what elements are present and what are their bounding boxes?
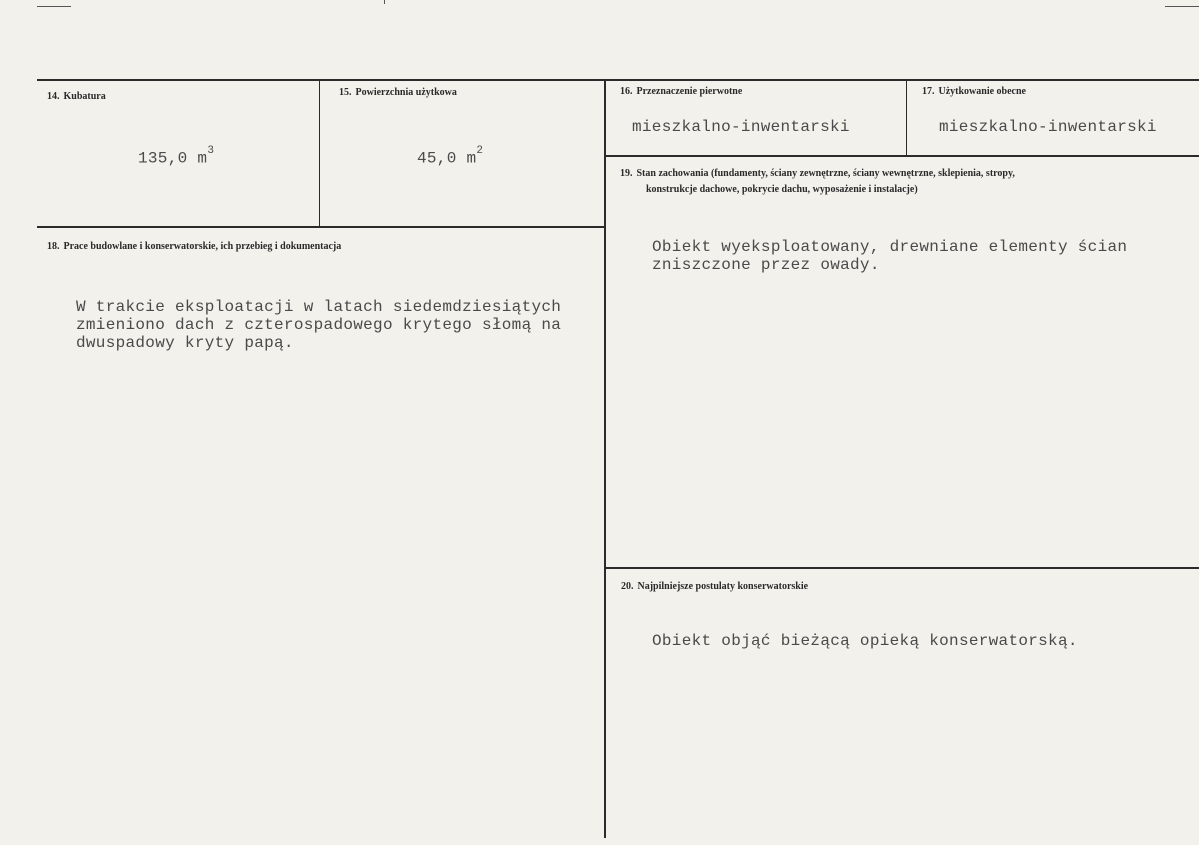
field-16-number: 16. xyxy=(620,86,633,97)
field-14-title: Kubatura xyxy=(63,91,106,102)
field-14-value-text: 135,0 m xyxy=(138,149,208,168)
field-14-label xyxy=(47,89,106,104)
field-20-title: Najpilniejsze postulaty konserwatorskie xyxy=(637,581,809,592)
field-20-label xyxy=(621,579,808,594)
field-16-title: Przeznaczenie pierwotne xyxy=(636,86,743,97)
field-15-label xyxy=(339,85,457,100)
field-18-line-1: W trakcie eksploatacji w latach siedemdziesiątych xyxy=(76,298,562,316)
field-19-label-line-2: konstrukcje dachowe, pokrycie dachu, wyposażenie i instalacje) xyxy=(646,184,918,195)
field-20-number: 20. xyxy=(621,581,634,592)
field-17-title: Użytkowanie obecne xyxy=(938,86,1026,97)
field-15-title: Powierzchnia użytkowa xyxy=(355,87,457,98)
top-border-line xyxy=(37,79,1199,81)
field-19-title: Stan zachowania (fundamenty, ściany zewnętrzne, ściany wewnętrzne, sklepienia, stropy, xyxy=(636,168,1015,179)
field-19-line-2: zniszczone przez owady. xyxy=(652,256,880,274)
field-16-label xyxy=(620,84,742,99)
field-15-value-text: 45,0 m xyxy=(417,149,477,168)
field-18-line-3: dwuspadowy kryty papą. xyxy=(76,334,294,352)
field-15-value-exponent: 2 xyxy=(476,145,484,157)
field-18-number: 18. xyxy=(47,241,60,252)
field-17-label xyxy=(922,84,1026,99)
field-18-line-2: zmieniono dach z czterospadowego krytego słomą na xyxy=(76,316,562,334)
field-18-label xyxy=(47,239,341,254)
row1-bottom-line-left xyxy=(37,226,606,228)
field-19-line-1: Obiekt wyeksploatowany, drewniane elementy ścian xyxy=(652,238,1128,256)
center-divider xyxy=(604,80,606,838)
field-14-value-exponent: 3 xyxy=(207,145,215,157)
field-15-number: 15. xyxy=(339,87,352,98)
field-17-value: mieszkalno-inwentarski xyxy=(939,118,1157,136)
field-15-value xyxy=(417,145,483,167)
field-16-value: mieszkalno-inwentarski xyxy=(632,118,850,136)
row1-bottom-line-right xyxy=(606,155,1199,157)
field-18-title: Prace budowlane i konserwatorskie, ich przebieg i dokumentacja xyxy=(63,241,342,252)
field-14-number: 14. xyxy=(47,91,60,102)
field-19-number: 19. xyxy=(620,168,633,179)
top-right-edge-mark xyxy=(1165,6,1199,7)
top-center-tick xyxy=(384,0,385,4)
top-left-edge-mark xyxy=(37,6,71,7)
field-17-number: 17. xyxy=(922,86,935,97)
field20-top-line xyxy=(606,567,1199,569)
field-14-value xyxy=(138,145,214,167)
divider-16-17 xyxy=(906,80,907,156)
divider-14-15 xyxy=(319,80,320,227)
field-19-label-line-1 xyxy=(620,166,1015,181)
field-20-line-1: Obiekt objąć bieżącą opieką konserwatorską. xyxy=(652,632,1078,650)
